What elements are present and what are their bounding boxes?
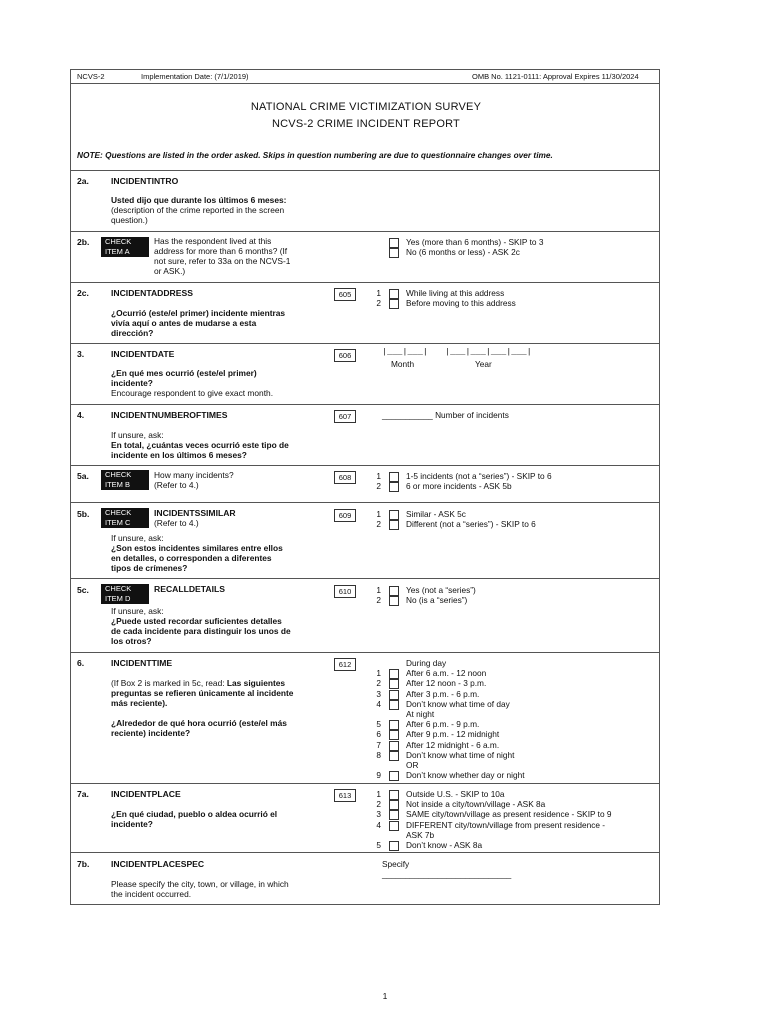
- q2c-text: dirección?: [111, 328, 154, 338]
- q6-label: INCIDENTTIME: [111, 658, 173, 668]
- month-label: Month: [391, 359, 415, 369]
- option-label: Similar - ASK 5c: [406, 509, 466, 519]
- q7b-number: 7b.: [77, 859, 90, 869]
- q5a-text: How many incidents?: [154, 470, 234, 480]
- option-label: Before moving to this address: [406, 298, 516, 309]
- checkbox[interactable]: [389, 841, 399, 851]
- form-id: NCVS-2: [77, 72, 105, 81]
- option-number: 7: [376, 739, 381, 750]
- q4-text: If unsure, ask:: [111, 430, 164, 440]
- option-label: Don’t know what time of day: [406, 698, 510, 709]
- option-number: 1: [376, 585, 381, 595]
- q3-text: Encourage respondent to give exact month.: [111, 388, 274, 398]
- checkbox[interactable]: [389, 821, 399, 831]
- checkbox[interactable]: [389, 800, 399, 810]
- q7a-text: ¿En qué ciudad, pueblo o aldea ocurrió el: [111, 809, 278, 819]
- checkbox[interactable]: [389, 472, 399, 482]
- q7b-text: the incident occurred.: [111, 889, 192, 899]
- option-number: 1: [376, 668, 381, 679]
- checkbox[interactable]: [389, 679, 399, 689]
- q5c-text: de cada incidente para distinguir los unos de: [111, 626, 291, 636]
- page-bottom-rule: [70, 904, 660, 905]
- q2c-number: 2c.: [77, 288, 89, 298]
- q2c-text: vivía aquí o antes de mudarse a esta: [111, 318, 257, 328]
- q2c-label: INCIDENTADDRESS: [111, 288, 193, 298]
- q3-number: 3.: [77, 349, 85, 359]
- month-entry[interactable]: |___|___|: [382, 347, 428, 357]
- q5b-text: tipos de crímenes?: [111, 563, 188, 573]
- option-label: After 12 midnight - 6 a.m.: [406, 739, 500, 750]
- row-rule: [71, 343, 659, 344]
- item-code-box: 609: [334, 509, 356, 522]
- q6-text: más reciente).: [111, 698, 168, 708]
- option-label: 1-5 incidents (not a “series”) - SKIP to 6: [406, 471, 552, 481]
- option-number: 2: [376, 595, 381, 606]
- q2b-text: not sure, refer to 33a on the NCVS-1: [154, 256, 291, 266]
- option-label: Don’t know what time of night: [406, 749, 515, 760]
- option-number: 3: [376, 809, 381, 820]
- item-code-box: 607: [334, 410, 356, 423]
- checkbox[interactable]: [389, 248, 399, 258]
- q6-number: 6.: [77, 658, 85, 668]
- option-label: After 6 a.m. - 12 noon: [406, 668, 487, 679]
- option-number: 3: [376, 688, 381, 699]
- item-code-box: 613: [334, 789, 356, 802]
- checkbox[interactable]: [389, 751, 399, 761]
- q3-label: INCIDENTDATE: [111, 349, 175, 359]
- checkbox[interactable]: [389, 730, 399, 740]
- check-item-b-badge: CHECK ITEM B: [101, 470, 149, 490]
- checkbox[interactable]: [389, 482, 399, 492]
- option-number: 4: [376, 698, 381, 709]
- option-number: 2: [376, 678, 381, 689]
- q7a-label: INCIDENTPLACE: [111, 789, 181, 799]
- row-rule: [71, 465, 659, 466]
- option-number: 5: [376, 719, 381, 730]
- checkbox[interactable]: [389, 596, 399, 606]
- note-text: NOTE: Questions are listed in the order asked. Skips in question numbering are due to questionnaire changes over time.: [77, 150, 553, 160]
- option-label: 6 or more incidents - ASK 5b: [406, 481, 512, 492]
- checkbox[interactable]: [389, 238, 399, 248]
- q6-text: preguntas se refieren únicamente al incidente: [111, 688, 294, 698]
- number-of-incidents-field[interactable]: ___________ Number of incidents: [382, 410, 509, 420]
- q3-text: ¿En qué mes ocurrió (este/el primer): [111, 368, 257, 378]
- option-number: 1: [376, 789, 381, 799]
- q5b-label: INCIDENTSSIMILAR: [154, 508, 236, 518]
- q7b-label: INCIDENTPLACESPEC: [111, 859, 205, 869]
- option-number: 1: [376, 288, 381, 298]
- q4-text: En total, ¿cuántas veces ocurrió este tipo de: [111, 440, 289, 450]
- option-number: 1: [376, 471, 381, 481]
- option-number: 1: [376, 509, 381, 519]
- row-rule: [71, 852, 659, 853]
- check-item-a-badge: CHECK ITEM A: [101, 237, 149, 257]
- checkbox[interactable]: [389, 510, 399, 520]
- item-code-box: 610: [334, 585, 356, 598]
- option-number: 4: [376, 819, 381, 830]
- check-item-c-badge: CHECK ITEM C: [101, 508, 149, 528]
- q5c-number: 5c.: [77, 585, 89, 595]
- year-entry[interactable]: |___|___|___|___|: [445, 347, 532, 357]
- survey-title: NATIONAL CRIME VICTIMIZATION SURVEY: [250, 101, 482, 113]
- form-page: NCVS-2 Implementation Date: (7/1/2019) OMB No. 1121-0111: Approval Expires 11/30/2024 NATIONAL CRIME VICTIMIZATION SURVEY NCVS-2 CRIME INCIDENT REPORT NOTE: Questions are listed in the order asked. Skips in question numbering are due to questionnaire changes over time. 2a. INCIDENTINTRO Usted dijo que durante los últimos 6 meses: (description of the crime reported in the screen question.) 2b. CHECK ITEM A Has the respondent lived at this address for more than 6 months? (If not sure, refer to 33a on the NCVS-1 or ASK.) Yes (more than 6 months) - SKIP to 3 No (6 months or less) - ASK 2c 2c. INCIDENTADDRESS 605 1 While living at this address 2 Before moving to this address ¿Ocurrió (este/el primer) incidente mientras vivía aquí o antes de mudarse a esta dirección? 3. INCIDENTDATE 606 |___|___| |___|___|___|___| Month Year ¿En qué mes ocurrió (este/el primer) incidente? Encourage respondent to give exact month. 4. INCIDENTNUMBEROFTIMES 607 ___________ Number of incidents If unsure, ask: En total, ¿cuántas veces ocurrió este tipo de incidente en los últimos 6 meses? 5a. CHECK ITEM B How many incidents? (Refer to 4.) 608 1 1-5 incidents (not a “series”) - SKIP to 6 2 6 or more incidents - ASK 5b 5b. CHECK ITEM C INCIDENTSSIMILAR (Refer to 4.) 609 1 Similar - ASK 5c 2 Different (not a “series”) - SKIP to 6 If unsure, ask: ¿Son estos incidentes similares entre ellos en detalles, o corresponden a diferentes tipos de crímenes? 5c. CHECK ITEM D RECALLDETAILS 610 1 Yes (not a “series”) 2 No (is a “series”) If unsure, ask: ¿Puede usted recordar suficientes detalles de cada incidente para distinguir los unos de los otros? 6. INCIDENTTIME 612 (If Box 2 is marked in 5c, read: Las siguientes preguntas se refieren únicamente al incidente más reciente). ¿Alrededor de qué hora ocurrió (este/el más reciente) incidente? During day 1 After 6 a.m. - 12 noon 2 After 12 noon - 3 p.m. 3 After 3 p.m. - 6 p.m. 4 Don’t know what time of day At night 5 After 6 p.m. - 9 p.m. 6 After 9 p.m. - 12 midnight 7 After 12 midnight - 6 a.m. 8 Don’t know what time of night OR 9 Don’t know whether day or night 7a. INCIDENTPLACE 613 ¿En qué ciudad, pueblo o aldea ocurrió el incidente? 1 Outside U.S. - SKIP to 10a 2 Not inside a city/town/village - ASK 8a 3 SAME city/town/village as present residence - SKIP to 9 4 DIFFERENT city/town/village from present residence - ASK 7b 5 Don’t know - ASK 8a 7b. INCIDENTPLACESPEC Specify ____________________________ Please specify the city, town, or village, in which the incident occurred.: [70, 69, 660, 905]
- checkbox[interactable]: [389, 771, 399, 781]
- option-number: 6: [376, 729, 381, 740]
- q2a-number: 2a.: [77, 176, 89, 186]
- row-rule: [71, 578, 659, 579]
- omb-approval: OMB No. 1121-0111: Approval Expires 11/30/2024: [472, 72, 639, 81]
- q2b-text: Has the respondent lived at this: [154, 236, 272, 246]
- checkbox[interactable]: [389, 669, 399, 679]
- checkbox[interactable]: [389, 720, 399, 730]
- q2c-text: ¿Ocurrió (este/el primer) incidente mientras: [111, 308, 286, 318]
- option-label: Not inside a city/town/village - ASK 8a: [406, 799, 546, 810]
- header-rule: [71, 83, 659, 84]
- checkbox[interactable]: [389, 520, 399, 530]
- q7b-text: Please specify the city, town, or village, in which: [111, 879, 289, 889]
- q7a-number: 7a.: [77, 789, 89, 799]
- q2b-text: or ASK.): [154, 266, 186, 276]
- q4-label: INCIDENTNUMBEROFTIMES: [111, 410, 228, 420]
- item-code-box: 612: [334, 658, 356, 671]
- check-item-d-badge: CHECK ITEM D: [101, 584, 149, 604]
- row-rule: [71, 502, 659, 503]
- option-number: 2: [376, 799, 381, 810]
- implementation-date: Implementation Date: (7/1/2019): [141, 72, 249, 81]
- option-label: After 6 p.m. - 9 p.m.: [406, 719, 480, 730]
- specify-label: Specify: [382, 859, 410, 869]
- option-label: DIFFERENT city/town/village from present residence -: [406, 819, 606, 830]
- q4-text: incidente en los últimos 6 meses?: [111, 450, 247, 460]
- q3-text: incidente?: [111, 378, 153, 388]
- option-label: No (is a “series”): [406, 595, 468, 606]
- item-code-box: 606: [334, 349, 356, 362]
- q5b-text: (Refer to 4.): [154, 518, 199, 528]
- option-label: After 3 p.m. - 6 p.m.: [406, 688, 480, 699]
- row-rule: [71, 404, 659, 405]
- q2a-text: Usted dijo que durante los últimos 6 meses:: [111, 195, 287, 205]
- option-label: Yes (not a “series”): [406, 585, 476, 595]
- q2b-text: address for more than 6 months? (If: [154, 246, 288, 256]
- section-rule: [71, 170, 659, 171]
- row-rule: [71, 783, 659, 784]
- q5b-text: en detalles, o corresponden a diferentes: [111, 553, 272, 563]
- q6-text: (If Box 2 is marked in 5c, read: Las siguientes: [111, 678, 286, 688]
- q5a-text: (Refer to 4.): [154, 480, 199, 490]
- option-label: After 12 noon - 3 p.m.: [406, 678, 487, 689]
- checkbox[interactable]: [389, 810, 399, 820]
- checkbox[interactable]: [389, 741, 399, 751]
- q2b-number: 2b.: [77, 237, 90, 247]
- checkbox[interactable]: [389, 700, 399, 710]
- option-number: 8: [376, 749, 381, 760]
- option-label: After 9 p.m. - 12 midnight: [406, 729, 500, 740]
- q7a-text: incidente?: [111, 819, 153, 829]
- option-label: Outside U.S. - SKIP to 10a: [406, 789, 505, 799]
- q6-text: ¿Alrededor de qué hora ocurrió (este/el más: [111, 718, 287, 728]
- checkbox[interactable]: [389, 790, 399, 800]
- q2a-text: question.): [111, 215, 148, 225]
- checkbox[interactable]: [389, 289, 399, 299]
- page-number: 1: [382, 991, 388, 1001]
- q5c-text: If unsure, ask:: [111, 606, 164, 616]
- row-rule: [71, 652, 659, 653]
- q5a-number: 5a.: [77, 471, 89, 481]
- row-rule: [71, 231, 659, 232]
- q5b-text: ¿Son estos incidentes similares entre ellos: [111, 543, 283, 553]
- checkbox[interactable]: [389, 299, 399, 309]
- option-number: 2: [376, 519, 381, 530]
- report-title: NCVS-2 CRIME INCIDENT REPORT: [272, 118, 460, 130]
- checkbox[interactable]: [389, 586, 399, 596]
- option-label: SAME city/town/village as present residence - SKIP to 9: [406, 809, 612, 820]
- q5c-label: RECALLDETAILS: [154, 584, 225, 594]
- q4-number: 4.: [77, 410, 85, 420]
- q5b-text: If unsure, ask:: [111, 533, 164, 543]
- q2a-text: (description of the crime reported in the screen: [111, 205, 285, 215]
- q6-text: reciente) incidente?: [111, 728, 191, 738]
- specify-field[interactable]: ____________________________: [382, 869, 512, 879]
- row-rule: [71, 282, 659, 283]
- option-label: While living at this address: [406, 288, 505, 298]
- option-number: 2: [376, 298, 381, 309]
- q5b-number: 5b.: [77, 509, 90, 519]
- option-label: Different (not a “series”) - SKIP to 6: [406, 519, 536, 530]
- q5c-text: ¿Puede usted recordar suficientes detalles: [111, 616, 282, 626]
- year-label: Year: [475, 359, 492, 369]
- option-number: 2: [376, 481, 381, 492]
- checkbox[interactable]: [389, 690, 399, 700]
- q2a-label: INCIDENTINTRO: [111, 176, 179, 186]
- item-code-box: 605: [334, 288, 356, 301]
- item-code-box: 608: [334, 471, 356, 484]
- q5c-text: los otros?: [111, 636, 152, 646]
